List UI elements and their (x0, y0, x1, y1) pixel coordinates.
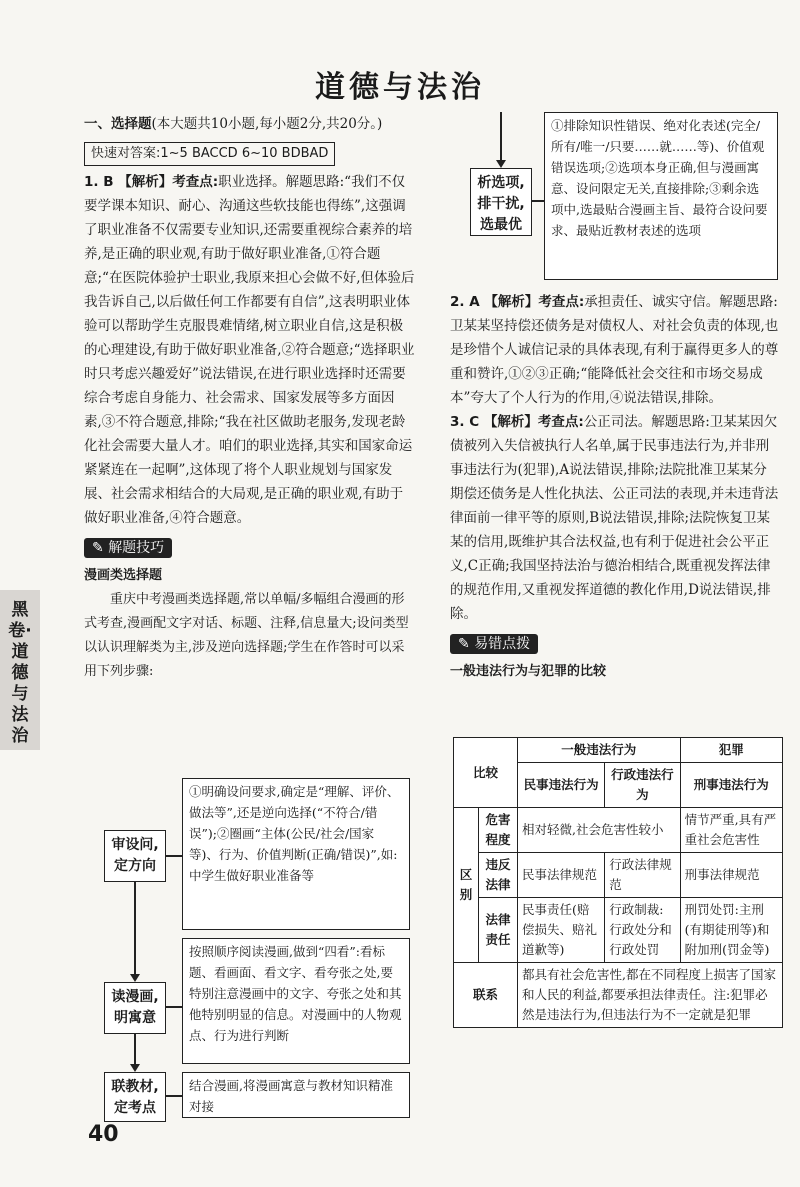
arrow-down-icon (130, 1064, 140, 1072)
table-cell: 行政制裁:行政处分和行政处罚 (605, 898, 680, 963)
table-header: 行政违法行为 (605, 763, 680, 808)
side-tab-label: 黑卷·道德与法治 (8, 600, 32, 746)
question-2-analysis: 2. A 【解析】考查点:承担责任、诚实守信。解题思路:卫某某坚持偿还债务是对债权人、对社会负责的体现,也是珍惜个人诚信记录的具体表现,有利于赢得更多人的尊重和赞许,①②③正确;“能降低社会交往和市场交易成本”夸大了个人行为的作用,④说法错误,排除。 (450, 294, 779, 406)
table-cell: 民事责任(赔偿损失、赔礼道歉等) (518, 898, 605, 963)
table-cell: 相对轻微,社会危害性较小 (518, 808, 681, 853)
question-3-analysis: 3. C 【解析】考查点:公正司法。解题思路:卫某某因欠债被列入失信被执行人名单,属于民事违法行为,并非刑事违法行为(犯罪),A说法错误,排除;法院批准卫某某分期偿还债务是人性化执法、公正司法的表现,并未违背法律面前一律平等的原则,B说法错误,排除;法院恢复卫某某的信用,既维护其合法权益,也有利于促进社会公平正义,C正确;我国坚持法治与德治相结合,既重视发挥法律的规范作用,又重视发挥道德的教化作用,D说法错误,排除。 (450, 414, 779, 622)
flow-step-4-label: 析选项,排干扰,选最优 (470, 168, 532, 236)
tips-badge: ✎ 解题技巧 (84, 538, 172, 558)
page-title: 道德与法治 (315, 70, 485, 105)
table-cell: 行政法律规范 (605, 853, 680, 898)
flow-step-1-label: 审设问,定方向 (104, 830, 166, 882)
table-header: 一般违法行为 (518, 738, 681, 763)
mistakes-subhead: 一般违法行为与犯罪的比较 (450, 664, 607, 679)
comparison-table (453, 737, 783, 1028)
table-cell: 都具有社会危害性,都在不同程度上损害了国家和人民的利益,都要承担法律责任。注:犯罪必然是违法行为,但违法行为不一定就是犯罪 (518, 963, 783, 1028)
section-heading: 一、选择题(本大题共10小题,每小题2分,共20分。) (84, 116, 383, 132)
table-cell: 区别 (454, 808, 479, 963)
table-cell: 情节严重,具有严重社会危害性 (680, 808, 782, 853)
table-header: 刑事违法行为 (680, 763, 782, 808)
connector (166, 855, 182, 857)
left-column (84, 112, 416, 684)
table-cell: 刑事法律规范 (680, 853, 782, 898)
table-cell: 刑罚处罚:主刑(有期徒刑等)和附加刑(罚金等) (680, 898, 782, 963)
right-column (450, 290, 780, 684)
flow-step-1-text: ①明确设问要求,确定是“理解、评价、做法等”,还是逆向选择(“不符合/错误”);②圈画“主体(公民/社会/国家等)、行为、价值判断(正确/错误)”,如:中学生做好职业准备等 (182, 778, 410, 930)
flow-step-3-text: 结合漫画,将漫画寓意与教材知识精准对接 (182, 1072, 410, 1118)
table-header: 犯罪 (680, 738, 782, 763)
table-cell: 联系 (454, 963, 518, 1028)
table-header: 比较 (454, 738, 518, 808)
arrow-down-icon (130, 974, 140, 982)
connector (166, 1006, 182, 1008)
flow-step-4-text: ①排除知识性错误、绝对化表述(完全/所有/唯一/只要……就……等)、价值观错误选项;②选项本身正确,但与漫画寓意、设问限定无关,直接排除;③剩余选项中,选最贴合漫画主旨、最符合设问要求、最贴近教材表述的选项 (544, 112, 778, 280)
connector (166, 1095, 182, 1097)
question-1-text: 职业选择。解题思路:“我们不仅要学课本知识、耐心、沟通这些软技能也得练”,这强调了职业准备不仅需要专业知识,还需要重视综合素养的培养,是正确的职业观,有助于做好职业准备,①符合题意;“在医院体验护士职业,我原来担心会做不好,但体验后我告诉自己,以后做任何工作都要有自信”,这表明职业体验可以帮助学生克服畏难情绪,树立职业自信,这是积极的心理建设,有助于做好职业准备,②符合题意;“选择职业时只考虑兴趣爱好”说法错误,在进行职业选择时还需要综合考虑自身能力、社会需求、国家发展等多方面因素,③不符合题意,排除;“我在社区做助老服务,发现老龄化社会需要大量人才。咱们的职业选择,其实和国家命运紧紧连在一起啊”,这体现了将个人职业规划与国家发展、社会需求相结合的大局观,是正确的职业观,有助于做好职业准备,④符合题意。 (84, 174, 415, 526)
flow-down-line (134, 1034, 136, 1064)
flow-step-2-text: 按照顺序阅读漫画,做到“四看”:看标题、看画面、看文字、看夸张之处,要特别注意漫画中的文字、夸张之处和其他特别明显的信息。对漫画中的人物观点、行为进行判断 (182, 938, 410, 1064)
tips-paragraph: 重庆中考漫画类选择题,常以单幅/多幅组合漫画的形式考查,漫画配文字对话、标题、注释,信息量大;设问类型以认识理解类为主,涉及逆向选择题;学生在作答时可以采用下列步骤: (84, 592, 409, 679)
flow-step-3-label: 联教材,定考点 (104, 1072, 166, 1122)
arrow-down-icon (496, 160, 506, 168)
question-1-analysis (84, 170, 416, 530)
mistakes-badge: ✎ 易错点拨 (450, 634, 538, 654)
table-cell: 民事法律规范 (518, 853, 605, 898)
flow-down-line (134, 882, 136, 974)
quick-answers: 快速对答案:1~5 BACCD 6~10 BDBAD (84, 142, 335, 166)
table-header: 民事违法行为 (518, 763, 605, 808)
tips-subhead: 漫画类选择题 (84, 568, 163, 583)
flow-down-line (500, 112, 502, 160)
flow-step-2-label: 读漫画,明寓意 (104, 982, 166, 1034)
page-number: 40 (88, 1122, 119, 1147)
table-cell: 危害程度 (479, 808, 518, 853)
table-cell: 法律责任 (479, 898, 518, 963)
connector (532, 200, 544, 202)
table-cell: 违反法律 (479, 853, 518, 898)
question-1-head: 1. B 【解析】考查点: (84, 174, 219, 190)
